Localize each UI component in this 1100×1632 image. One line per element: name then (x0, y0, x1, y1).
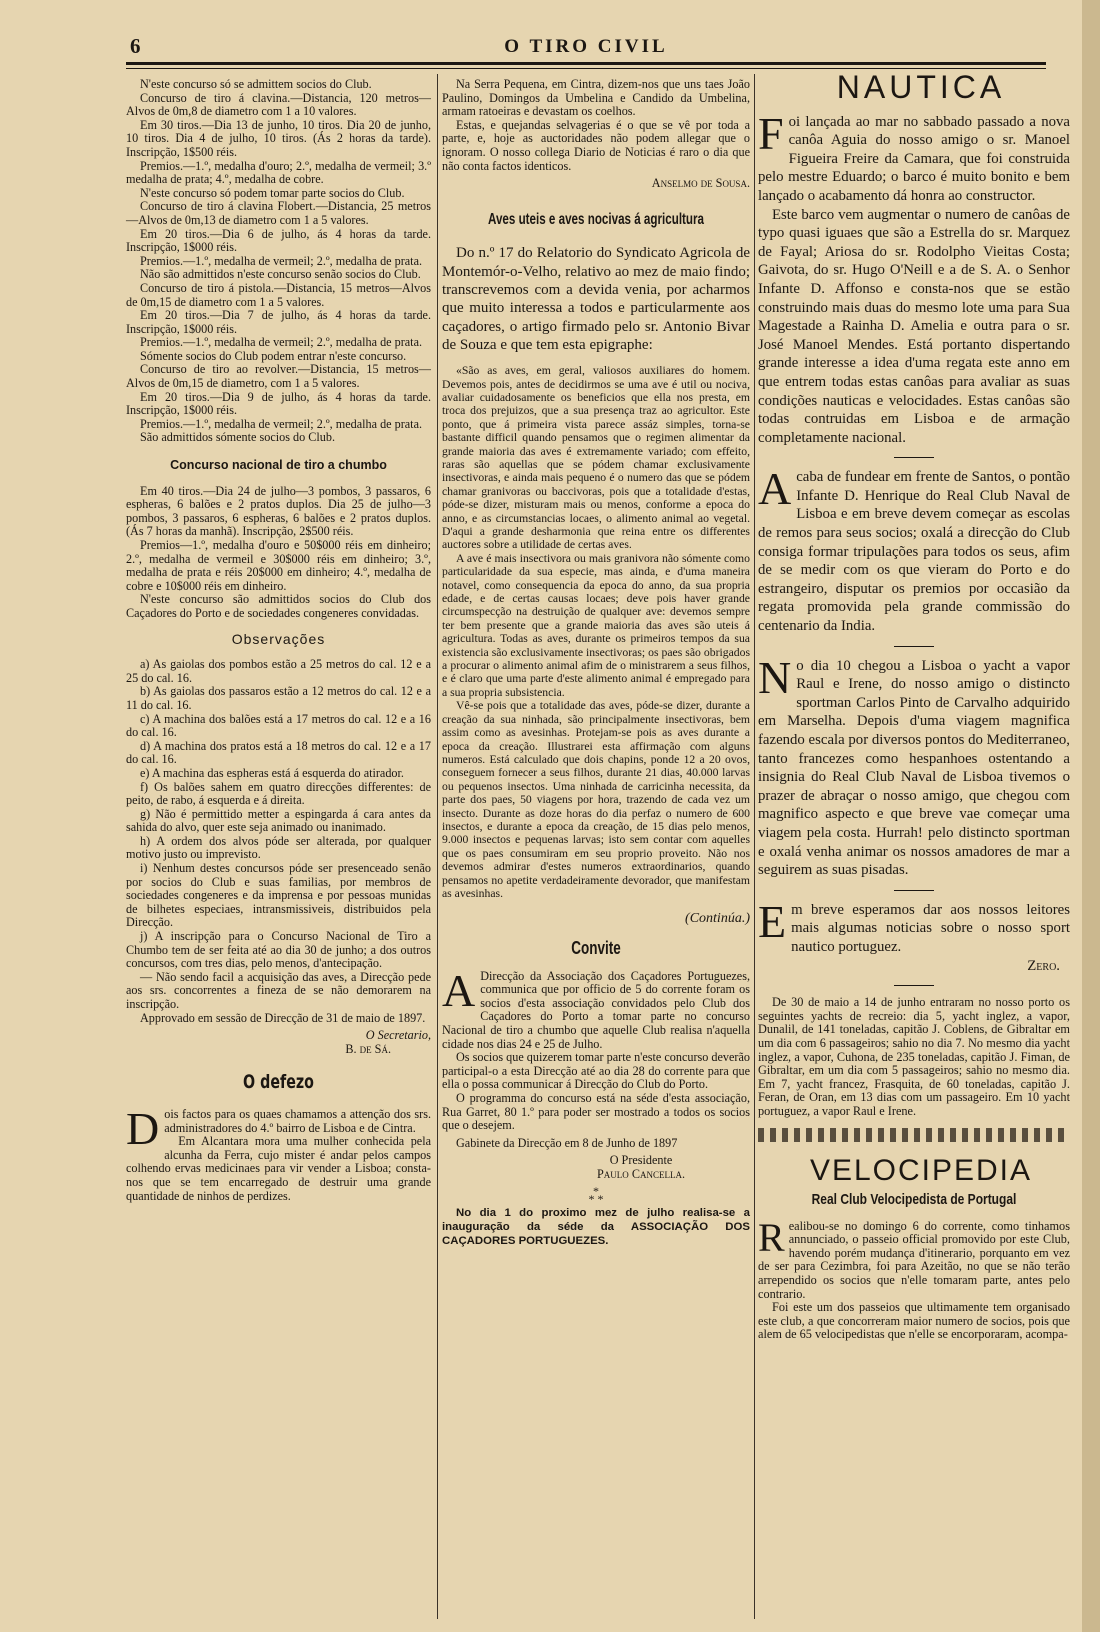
header-rule-thick (126, 62, 1046, 65)
section-heading-observacoes: Observações (231, 630, 326, 647)
paragraph (758, 651, 1070, 880)
paragraph (758, 463, 1070, 635)
page-header (126, 32, 1046, 72)
note-f: f) Os balões sahem em quatro direcções differentes: de peito, de rabo, á esquerda e á direita. (126, 779, 431, 808)
column-2 (442, 78, 750, 1248)
section-heading-defezo: O defezo (243, 1071, 314, 1094)
signature-anselmo: Anselmo de Sousa. (651, 176, 750, 191)
column-1 (126, 78, 431, 1203)
paragraph: Em 30 tiros.—Dia 13 de junho, 10 tiros. Dia 20 de junho, 10 tiros. Dia 4 de julho, 10 tiros. (Ás 2 horas da tarde). Inscripção, 1$500 réis. (126, 117, 431, 159)
paragraph: Concurso de tiro á clavina.—Distancia, 120 metros—Alvos de 0m,8 de diametro com 1 a 10 valores. (126, 90, 431, 119)
paragraph: Estas, e quejandas selvagerias é o que se vê por toda a parte, e, hoje as auctoridades não podem allegar que o ignoram. O nosso collega Diario de Noticias é raro o dia que não conta factos identicos. (442, 117, 750, 173)
paragraph: Em 20 tiros.—Dia 9 de julho, ás 4 horas da tarde. Inscripção, 1$000 réis. (126, 389, 431, 418)
paragraph: Em Alcantara mora uma mulher conhecida pela alcunha da Ferra, cujo mister é andar pelos campos colhendo ervas medicinaes para vir vender a Lisboa; consta-nos que se tem encarregado de destruir uma grande quantidade de ninhos de perdizes. (126, 1134, 431, 1203)
paragraph: N'este concurso só podem tomar parte socios do Club. (140, 185, 405, 200)
paragraph: Premios.—1.º, medalha de vermeil; 2.º, medalha de prata. (140, 335, 423, 350)
paragraph: Concurso de tiro ao revolver.—Distancia, 15 metros—Alvos de 0m,15 de diametro, com 1 a 5 valores. (126, 362, 431, 391)
drop-cap: R (758, 1214, 785, 1260)
president-title: O Presidente (609, 1153, 673, 1168)
note-b: b) As gaiolas dos passaros estão a 12 metros do cal. 12 e a 11 do cal. 16. (126, 684, 431, 712)
section-heading-concurso: Concurso nacional de tiro a chumbo (170, 458, 387, 473)
paragraph: O programma do concurso está na séde d'esta associação, Rua Garret, 80 1.º para poder ser mostrado a todos os socios que o desejem. (442, 1090, 750, 1133)
paragraph: São admittidos sómente socios do Club. (140, 430, 335, 445)
column-3 (758, 69, 1070, 1342)
paragraph: Na Serra Pequena, em Cintra, dizem-nos que uns taes João Paulino, Domingos da Umbelina e Candido da Umbelina, armam ratoeiras e devastam os coelhos. (442, 77, 750, 119)
paragraph: Em 40 tiros.—Dia 24 de julho—3 pombos, 3 passaros, 6 espheras, 6 balões e 2 pratos duplos. Dia 25 de julho—3 pombos, 3 passaros, 6 espheras, 6 balões e 2 pratos duplos. (Ás 7 horas da manhã). Inscripção, 2$500 réis. (126, 483, 431, 539)
column-divider-2 (754, 74, 755, 1619)
note-e: e) A machina das espheras está á esquerda do atirador. (140, 765, 404, 780)
newspaper-title: O TIRO CIVIL (504, 36, 668, 57)
notice: No dia 1 do proximo mez de julho realisa-se a inauguração da séde da ASSOCIAÇÃO DOS CAÇADORES PORTUGUEZES. (442, 1207, 750, 1247)
paragraph-text: oi lançada ao mar no sabbado passado a nova canôa Aguia do nosso amigo o sr. Manoel Figueira Freire da Camara, que foi construida pelo mestre Eduardo; o barco é muito bonito e bem lançado o acabamento dá honra ao constructor. (758, 113, 1070, 204)
paragraph: Concurso de tiro á pistola.—Distancia, 15 metros—Alvos de 0m,15 de diametro com 1 a 5 valores. (126, 280, 431, 309)
ornamental-border (758, 1128, 1070, 1142)
drop-cap: E (758, 895, 787, 947)
section-heading-aves: Aves uteis e aves nocivas á agricultura (487, 210, 705, 228)
note-a: a) As gaiolas dos pombos estão a 25 metros do cal. 12 e a 25 do cal. 16. (126, 657, 431, 685)
drop-cap: D (126, 1102, 160, 1154)
paragraph: De 30 de maio a 14 de junho entraram no nosso porto os seguintes yachts de recreio: dia 5, yacht inglez, a vapor, Dunalil, de 141 toneladas, capitão J. Coblens, de Gibraltar em um dia com 6 passageiros; sahio no dia 7. No mesmo dia yacht inglez, a vapor, Cuhona, de 235 toneladas, capitão J. Fiman, de Gibraltar, em um dia com 5 passageiros; sahio no mesmo dia. Em 7, yacht francez, Frasquita, de 60 toneladas, capitão J. Feran, de Oran, em 13 dias com um passageiro. Em 10 yacht portuguez, a vapor Raul e Irene. (758, 995, 1070, 1118)
page-edge (1082, 0, 1100, 1632)
paragraph: «São as aves, em geral, valiosos auxiliares do homem. Devemos pois, antes de decidirmos se uma ave é util ou nociva, avaliar cuidadosamente os beneficios que ella nos presta, em troca dos prejuizos, que a sua presença traz ao agricultor. Este ponto, que á primeira vista parece assáz simples, torna-se bastante difficil quando pensamos que o regimen alimentar da grande maioria das aves é extremamente variado; com effeito, raras são aquellas que se pódem chamar exclusivamente insectivoras, e ainda mais pequeno é o numero das que se pódem chamar granivoras ou baccivoras, pois que a totalidade d'estas, póde-se dizer, misturam mais ou menos, conforme a epoca do anno, e as circumstancias locaes, o alimento animal ao vegetal. D'aqui a grande desharmonia que reina entre os differentes auctores sobre a utilidade de certas aves. (442, 364, 750, 552)
drop-cap: F (758, 107, 784, 159)
signature-zero: Zero. (1027, 957, 1060, 974)
paragraph: Gabinete da Direcção em 8 de Junho de 1897 (456, 1135, 678, 1150)
paragraph: N'este concurso só se admittem socios do Club. (140, 77, 372, 91)
section-heading-velocipedia: VELOCIPEDIA (809, 1154, 1033, 1188)
quoted-article (442, 364, 750, 900)
section-heading-nautica: NAUTICA (836, 69, 1006, 105)
paragraph-text: ois factos para os quaes chamamos a attenção dos srs. administradores do 4.º bairro de Lisboa e de Cintra. (164, 1106, 431, 1135)
column-divider-1 (437, 74, 438, 1619)
paragraph: Premios.—1.º, medalha d'ouro; 2.º, medalha de vermeil; 3.º medalha de prata; 4.º, medalha de cobre. (126, 158, 431, 187)
note-d: d) A machina dos pratos está a 18 metros do cal. 12 e a 17 do cal. 16. (126, 738, 431, 767)
paragraph: N'este concurso são admittidos socios do Club dos Caçadores do Porto e de sociedades congeneres convidadas. (126, 592, 431, 620)
paragraph-text: Direcção da Associação dos Caçadores Portuguezes, communica que por officio de 5 do corrente foram os socios d'esta associação convidados pelo Club dos Caçadores do Porto a tomar parte no concurso Nacional de tiro a chumbo que aquelle Club realisa n'aquella cidade nos dias 24 e 25 de Julho. (442, 968, 750, 1051)
paragraph-text: m breve esperamos dar aos nossos leitores mais algumas noticias sobre o nosso sport nautico portuguez. (791, 901, 1070, 955)
page-number: 6 (130, 34, 141, 58)
note-h: h) A ordem dos alvos póde ser alterada, por qualquer motivo justo ou imprevisto. (126, 833, 431, 862)
paragraph: Do n.º 17 do Relatorio do Syndicato Agricola de Montemór-o-Velho, relativo ao mez de maio findo; transcrevemos com a devida venia, por acharmos que muito interessa a todos e particularmente aos caçadores, o artigo firmado pelo sr. Antonio Bivar de Souza e que tem esta epigraphe: (442, 245, 750, 353)
divider (894, 890, 934, 891)
asterism: * * * (588, 1184, 604, 1207)
signature-title: O Secretario, (365, 1028, 431, 1043)
paragraph: Este barco vem augmentar o numero de canôas de typo quasi iguaes que são a Estrella do sr. Marquez de Fayal; Ariosa do sr. Rodolpho Vieitas Costa; Gaivota, do sr. Hugo O'Neill e a de S. A. o Senhor Infante D. Affonso e consta-nos que se estão construindo mais duas do mesmo lote uma para Sua Magestade a Rainha D. Amelia e outra para o sr. José Manoel Mendes. Está portanto dispertando grande interesse a idea d'uma regata este anno em que entrem todas estas canôas para avaliar as suas condições nauticas e velocidades. Estas canôas são todas contruidas em Lisboa e de armação completamente nacional. (758, 206, 1070, 446)
paragraph: Não são admittidos n'este concurso senão socios do Club. (140, 267, 421, 282)
paragraph: Os socios que quizerem tomar parte n'este concurso deverão participal-o a esta Direcção até ao dia 28 do corrente para que ella o possa communicar á Direcção do Club do Porto. (442, 1050, 750, 1092)
drop-cap: N (758, 651, 792, 703)
paragraph: Premios.—1.º, medalha de vermeil; 2.º, medalha de prata. (140, 253, 423, 268)
paragraph: A ave é mais insectivora ou mais granivora não sómente como particularidade da sua especie, mas ainda, e d'uma maneira notavel, como consequencia da epoca do anno, da sua propria edade, e de certas causas locaes; deve pois haver grande circumspecção na destruição de qualquer ave: devemos sempre ter bem presente que a grande maioria das aves são uteis á agricultura. Todas as aves, durante os primeiros tempos da sua existencia são exclusivamente insectivoras; os paes são obrigados a procurar o alimento animal afim de o ministrarem a seus filhos, e é claro que uma parte d'este alimento animal é empregado para a sua propria subsistencia. (442, 551, 750, 699)
paragraph: Foi este um dos passeios que ultimamente tem organisado este club, a que concorreram maior numero de socios, pois que alem de 65 velocipedistas que n'elle se encorporaram, acompa- (758, 1300, 1070, 1342)
paragraph (126, 1102, 431, 1154)
paragraph-text: caba de fundear em frente de Santos, o pontão Infante D. Henrique do Real Club Naval de Lisboa e em breve devem começar as escolas de remos para seus socios; oxalá a direcção do Club consiga formar tripulações para todos os seus, afim de se medir com os que vieram do Porto e do estrangeiro, disputar os premios por occasião da regata promovida pela grande commissão do centenario da India. (758, 469, 1070, 635)
paragraph (758, 107, 1070, 206)
paragraph: Sómente socios do Club podem entrar n'este concurso. (140, 348, 407, 363)
subheading-real-club: Real Club Velocipedista de Portugal (811, 1191, 1017, 1209)
paragraph: Em 20 tiros.—Dia 6 de julho, ás 4 horas da tarde. Inscripção, 1$000 réis. (126, 226, 431, 255)
note-c: c) A machina dos balões está a 17 metros do cal. 12 e a 16 do cal. 16. (126, 711, 431, 740)
section-heading-convite: Convite (571, 937, 621, 958)
divider (894, 985, 934, 986)
signature-name: B. de Sá. (345, 1041, 391, 1056)
paragraph-text: o dia 10 chegou a Lisboa o yacht a vapor Raul e Irene, do nosso amigo o distincto sportman Carlos Pinto de Carvalho adquirido em Marselha. Depois d'uma viagem magnifica fazendo escala por diversos pontos do Mediterraneo, tanto francezes como hespanhoes ostentando a insignia do Real Club Naval de Lisboa tivemos o prazer de abraçar o nosso amigo, que chegou com magnifico aspecto e que breve vae começar uma viagem pela costa. Hurrah! pelo distincto sportman e oxalá venha animar os nossos amadores de mar a seguirem as suas pisadas. (758, 657, 1070, 879)
drop-cap: A (758, 463, 792, 515)
paragraph (758, 1214, 1070, 1302)
paragraph (758, 895, 1070, 957)
continua-note: (Continúa.) (685, 911, 750, 927)
paragraph: — Não sendo facil a acquisição das aves, a Direcção pede aos srs. concorrentes a fineza de se não demorarem na inscripção. (126, 969, 431, 1011)
paragraph: Vê-se pois que a totalidade das aves, póde-se dizer, durante a creação da sua ninhada, são principalmente insectivoras, bem assim como as avesinhas. Protejam-se pois as aves durante a epoca da creação. Illustrarei esta affirmação com alguns numeros. Está calculado que dois chapins, ponde 12 a 20 ovos, conseguem fornecer a seus filhos, durante 21 dias, 40.000 larvas ou pequenos insectos. Uma ninhada de carricinha necessita, da parte dos paes, 50 viagens por hora, trazendo de cada vez um insecto. Durante as doze horas do dia perfaz o numero de 600 insectos, e durante a epoca da creação, de 15 dias pelo menos, 9.000 insectos e pequenas larvas; isto sem contar com aquelles que os paes consumiram em seu proprio proveito. Não nos devemos admirar d'estes numeros extraordinarios, quando pensamos no apetite verdadeiramente devorador, que manifestam as avesinhas. (442, 699, 750, 900)
note-i: i) Nenhum destes concursos póde ser presenceado senão por socios do Club e suas familias, por membros de sociedades congeneres e da imprensa e por pessoas munidas de bilhetes especiaes, intransmissiveis, distribuidos pela Direcção. (126, 861, 431, 930)
president-name: Paulo Cancella. (597, 1166, 685, 1181)
paragraph: Concurso de tiro á clavina Flobert.—Distancia, 25 metros—Alvos de 0m,13 de diametro com 1 a 5 valores. (126, 199, 431, 227)
paragraph: Em 20 tiros.—Dia 7 de julho, ás 4 horas da tarde. Inscripção, 1$000 réis. (126, 308, 431, 336)
paragraph: Premios—1.º, medalha d'ouro e 50$000 réis em dinheiro; 2.º, medalha de vermeil e 30$000 réis em dinheiro; 3.º, medalha de prata e réis 20$000 em dinheiro; 4.º, medalha de cobre e 10$000 réis em dinheiro. (126, 538, 431, 593)
divider (894, 457, 934, 458)
paragraph: Approvado em sessão de Direcção de 31 de maio de 1897. (140, 1010, 426, 1025)
paragraph (442, 964, 750, 1052)
note-g: g) Não é permittido metter a espingarda á cara antes da sahida do alvo, quer este seja animado ou inanimado. (126, 806, 431, 835)
paragraph: Premios.—1.º, medalha de vermeil; 2.º, medalha de prata. (140, 416, 423, 431)
note-j: j) A inscripção para o Concurso Nacional de Tiro a Chumbo tem de ser feita até ao dia 30 de junho; a dos outros concursos, com tres dias, pelo menos, d'antecipação. (126, 929, 431, 971)
drop-cap: A (442, 964, 476, 1016)
divider (894, 646, 934, 647)
paragraph-text: ealibou-se no domingo 6 do corrente, como tinhamos annunciado, o passeio official promovido por este Club, havendo porém mudança d'itinerario, porquanto em vez de ser para Cezimbra, foi para Azeitão, no que se não terão arrependido os socios que n'elle tomaram parte, antes pelo contrario. (758, 1218, 1070, 1301)
